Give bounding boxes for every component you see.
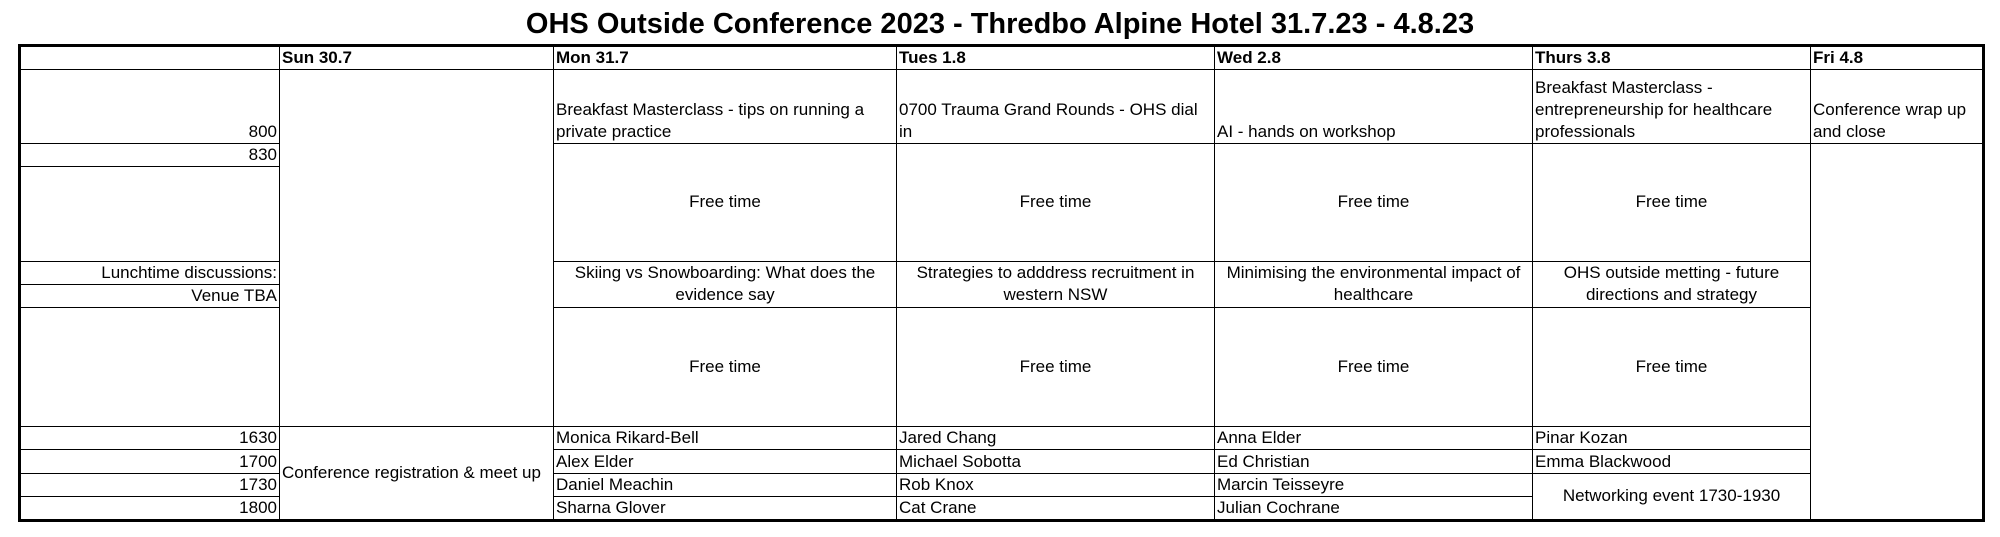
speaker-wed-3: Marcin Teisseyre — [1215, 473, 1533, 496]
speaker-mon-3: Daniel Meachin — [554, 473, 897, 496]
mon-free-time-2: Free time — [554, 308, 897, 427]
time-800: 800 — [20, 70, 280, 144]
wed-free-time-1: Free time — [1215, 143, 1533, 261]
speaker-tue-4: Cat Crane — [897, 496, 1215, 520]
mon-free-time-1: Free time — [554, 143, 897, 261]
thu-free-time-1: Free time — [1533, 143, 1811, 261]
day-header-tue: Tues 1.8 — [897, 46, 1215, 70]
day-header-thu: Thurs 3.8 — [1533, 46, 1811, 70]
speaker-mon-4: Sharna Glover — [554, 496, 897, 520]
header-row — [20, 46, 1984, 70]
fri-empty-cell — [1811, 143, 1984, 520]
wed-lunch-session: Minimising the environmental impact of healthcare — [1215, 261, 1533, 307]
time-1730: 1730 — [20, 473, 280, 496]
speaker-tue-1: Jared Chang — [897, 427, 1215, 450]
speaker-thu-2: Emma Blackwood — [1533, 450, 1811, 473]
mon-lunch-session: Skiing vs Snowboarding: What does the evidence say — [554, 261, 897, 307]
thu-morning-session: Breakfast Masterclass - entrepreneurship for healthcare professionals — [1533, 70, 1811, 144]
speaker-thu-1: Pinar Kozan — [1533, 427, 1811, 450]
day-header-mon: Mon 31.7 — [554, 46, 897, 70]
sun-empty-cell — [280, 70, 554, 427]
tue-morning-session: 0700 Trauma Grand Rounds - OHS dial in — [897, 70, 1215, 144]
tue-lunch-session: Strategies to adddress recruitment in western NSW — [897, 261, 1215, 307]
time-1630: 1630 — [20, 427, 280, 450]
speaker-mon-1: Monica Rikard-Bell — [554, 427, 897, 450]
time-830: 830 — [20, 143, 280, 166]
thu-free-time-2: Free time — [1533, 308, 1811, 427]
wed-free-time-2: Free time — [1215, 308, 1533, 427]
day-header-wed: Wed 2.8 — [1215, 46, 1533, 70]
time-empty-2 — [20, 308, 280, 427]
day-header-fri: Fri 4.8 — [1811, 46, 1984, 70]
speaker-tue-2: Michael Sobotta — [897, 450, 1215, 473]
time-empty-1 — [20, 167, 280, 262]
speaker-wed-4: Julian Cochrane — [1215, 496, 1533, 520]
day-header-sun: Sun 30.7 — [280, 46, 554, 70]
networking-event: Networking event 1730-1930 — [1533, 473, 1811, 520]
tue-free-time-1: Free time — [897, 143, 1215, 261]
mon-morning-session: Breakfast Masterclass - tips on running a private practice — [554, 70, 897, 144]
schedule-table — [18, 44, 1985, 522]
speaker-wed-2: Ed Christian — [1215, 450, 1533, 473]
speaker-wed-1: Anna Elder — [1215, 427, 1533, 450]
wed-morning-session: AI - hands on workshop — [1215, 70, 1533, 144]
time-1700: 1700 — [20, 450, 280, 473]
conference-registration: Conference registration & meet up — [280, 427, 554, 521]
thu-lunch-session: OHS outside metting - future directions and strategy — [1533, 261, 1811, 307]
time-1800: 1800 — [20, 496, 280, 520]
corner-cell — [20, 46, 280, 70]
fri-morning-session: Conference wrap up and close — [1811, 70, 1984, 144]
lunch-label: Lunchtime discussions: — [20, 261, 280, 284]
row-800 — [20, 70, 1984, 144]
row-1630 — [20, 427, 1984, 450]
page-title: OHS Outside Conference 2023 - Thredbo Alpine Hotel 31.7.23 - 4.8.23 — [525, 8, 1475, 40]
venue-label: Venue TBA — [20, 284, 280, 307]
speaker-mon-2: Alex Elder — [554, 450, 897, 473]
tue-free-time-2: Free time — [897, 308, 1215, 427]
speaker-tue-3: Rob Knox — [897, 473, 1215, 496]
